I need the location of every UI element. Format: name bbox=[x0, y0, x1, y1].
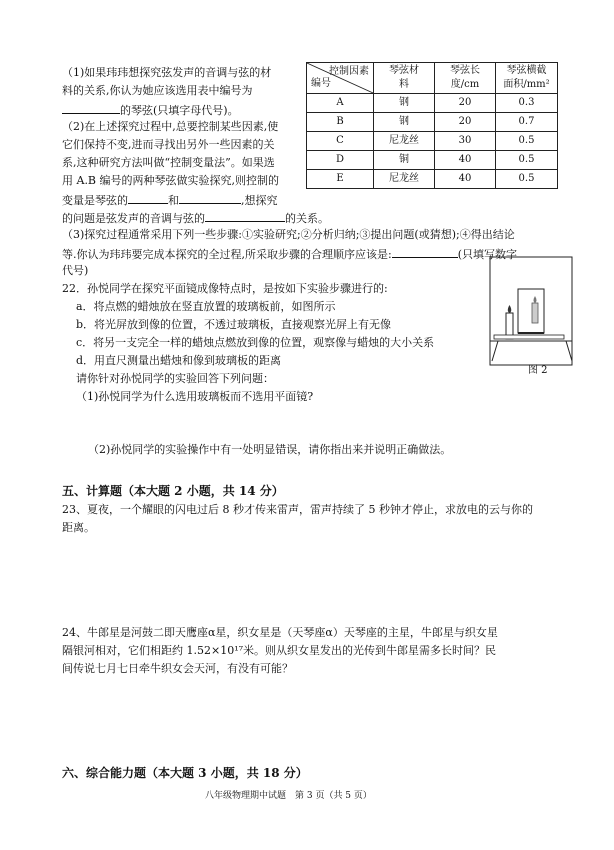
q21-p3-line3: 代号) bbox=[62, 264, 89, 277]
table-row: A 钢 20 0.3 bbox=[307, 94, 558, 113]
string-spec-table bbox=[306, 62, 558, 189]
mirror-experiment-figure bbox=[488, 255, 588, 375]
answer-blank[interactable] bbox=[392, 247, 458, 258]
q22-intro: 22．孙悦同学在探究平面镜成像特点时，是按如下实验步骤进行的: bbox=[62, 282, 388, 295]
header-material: 琴弦材 料 bbox=[374, 63, 435, 94]
q23-line1: 23、夏夜，一个耀眼的闪电过后 8 秒才传来雷声，雷声持续了 5 秒钟才停止，求放电的云与你的 bbox=[62, 503, 533, 516]
q21-p2-line4: 用 A.B 编号的两种琴弦做实验探究,则控制的 bbox=[62, 174, 280, 187]
table-row: E 尼龙丝 40 0.5 bbox=[307, 170, 558, 189]
table-header-row bbox=[307, 63, 558, 94]
q21-p3-line1: （3)探究过程通常采用下列一些步骤:①实验研究;②分析归纳;③提出问题(或猜想);④得出结论 bbox=[62, 228, 515, 241]
q22-question-2: （2)孙悦同学的实验操作中有一处明显错误，请你指出来并说明正确做法。 bbox=[88, 443, 452, 456]
q24-line3: 间传说七月七日牵牛织女会天河，有没有可能？ bbox=[62, 662, 293, 675]
q21-p2-line1: （2)在上述探究过程中,总要控制某些因素,使 bbox=[62, 120, 279, 133]
q22-step-b: b．将光屏放到像的位置，不透过玻璃板，直接观察光屏上有无像 bbox=[76, 318, 392, 331]
answer-blank[interactable] bbox=[179, 193, 241, 204]
figure-caption: 图 2 bbox=[528, 365, 548, 376]
q24-line1: 24、牛郎星是河鼓二即天鹰座α星，织女星是（天琴座α）天琴座的主星，牛郎星与织女星 bbox=[62, 626, 498, 639]
q24-line2: 隔银河相对，它们相距约 1.52×10¹⁷米。则从织女星发出的光传到牛郎星需多长时间？民 bbox=[62, 644, 497, 657]
page-footer: 八年级物理期中试题 第 3 页（共 5 页） bbox=[205, 791, 372, 801]
header-length: 琴弦长 度/cm bbox=[435, 63, 496, 94]
section-6-heading: 六、综合能力题（本大题 3 小题，共 18 分） bbox=[62, 766, 308, 780]
header-control-factor: 控制因素 bbox=[329, 66, 369, 77]
header-id: 编号 bbox=[311, 78, 331, 89]
table-row: D 铜 40 0.5 bbox=[307, 151, 558, 170]
q21-p1-line1: （1)如果玮玮想探究弦发声的音调与弦的材 bbox=[62, 66, 272, 79]
q22-step-d: d．用直尺测量出蜡烛和像到玻璃板的距离 bbox=[76, 354, 282, 367]
q21-p2-line3: 系,这种研究方法叫做“控制变量法”。如果选 bbox=[62, 156, 275, 169]
q21-p1-line3: 的琴弦(只填字母代号)。 bbox=[62, 103, 239, 116]
q21-p1-line2: 料的关系,你认为她应该选用表中编号为 bbox=[62, 84, 253, 97]
answer-blank[interactable] bbox=[62, 103, 120, 114]
q21-p2-line6: 的问题是弦发声的音调与弦的 的关系。 bbox=[62, 212, 329, 225]
q22-step-a: a．将点燃的蜡烛放在竖直放置的玻璃板前，如图所示 bbox=[76, 300, 336, 313]
q22-question-1: （1)孙悦同学为什么选用玻璃板而不选用平面镜? bbox=[76, 390, 314, 403]
table-row: C 尼龙丝 30 0.5 bbox=[307, 132, 558, 151]
q21-p2-line5: 变量是琴弦的 和 ,想探究 bbox=[62, 194, 278, 207]
q22-prompt: 请你针对孙悦同学的实验回答下列问题： bbox=[76, 372, 274, 385]
q22-step-c: c．将另一支完全一样的蜡烛点燃放到像的位置，观察像与蜡烛的大小关系 bbox=[76, 336, 435, 349]
q21-p3-line2: 等.你认为玮玮要完成本探究的全过程,所采取步骤的合理顺序应该是: (只填写数字 bbox=[62, 248, 517, 261]
answer-blank[interactable] bbox=[205, 211, 285, 222]
q23-line2: 距离。 bbox=[62, 521, 95, 534]
answer-blank[interactable] bbox=[128, 193, 168, 204]
section-5-heading: 五、计算题（本大题 2 小题，共 14 分） bbox=[62, 484, 284, 498]
q21-p2-line2: 它们保持不变,进而寻找出另外一些因素的关 bbox=[62, 138, 275, 151]
table-row: B 钢 20 0.7 bbox=[307, 113, 558, 132]
header-diagonal-cell bbox=[307, 63, 374, 94]
header-area: 琴弦横截 面积/mm² bbox=[496, 63, 558, 94]
